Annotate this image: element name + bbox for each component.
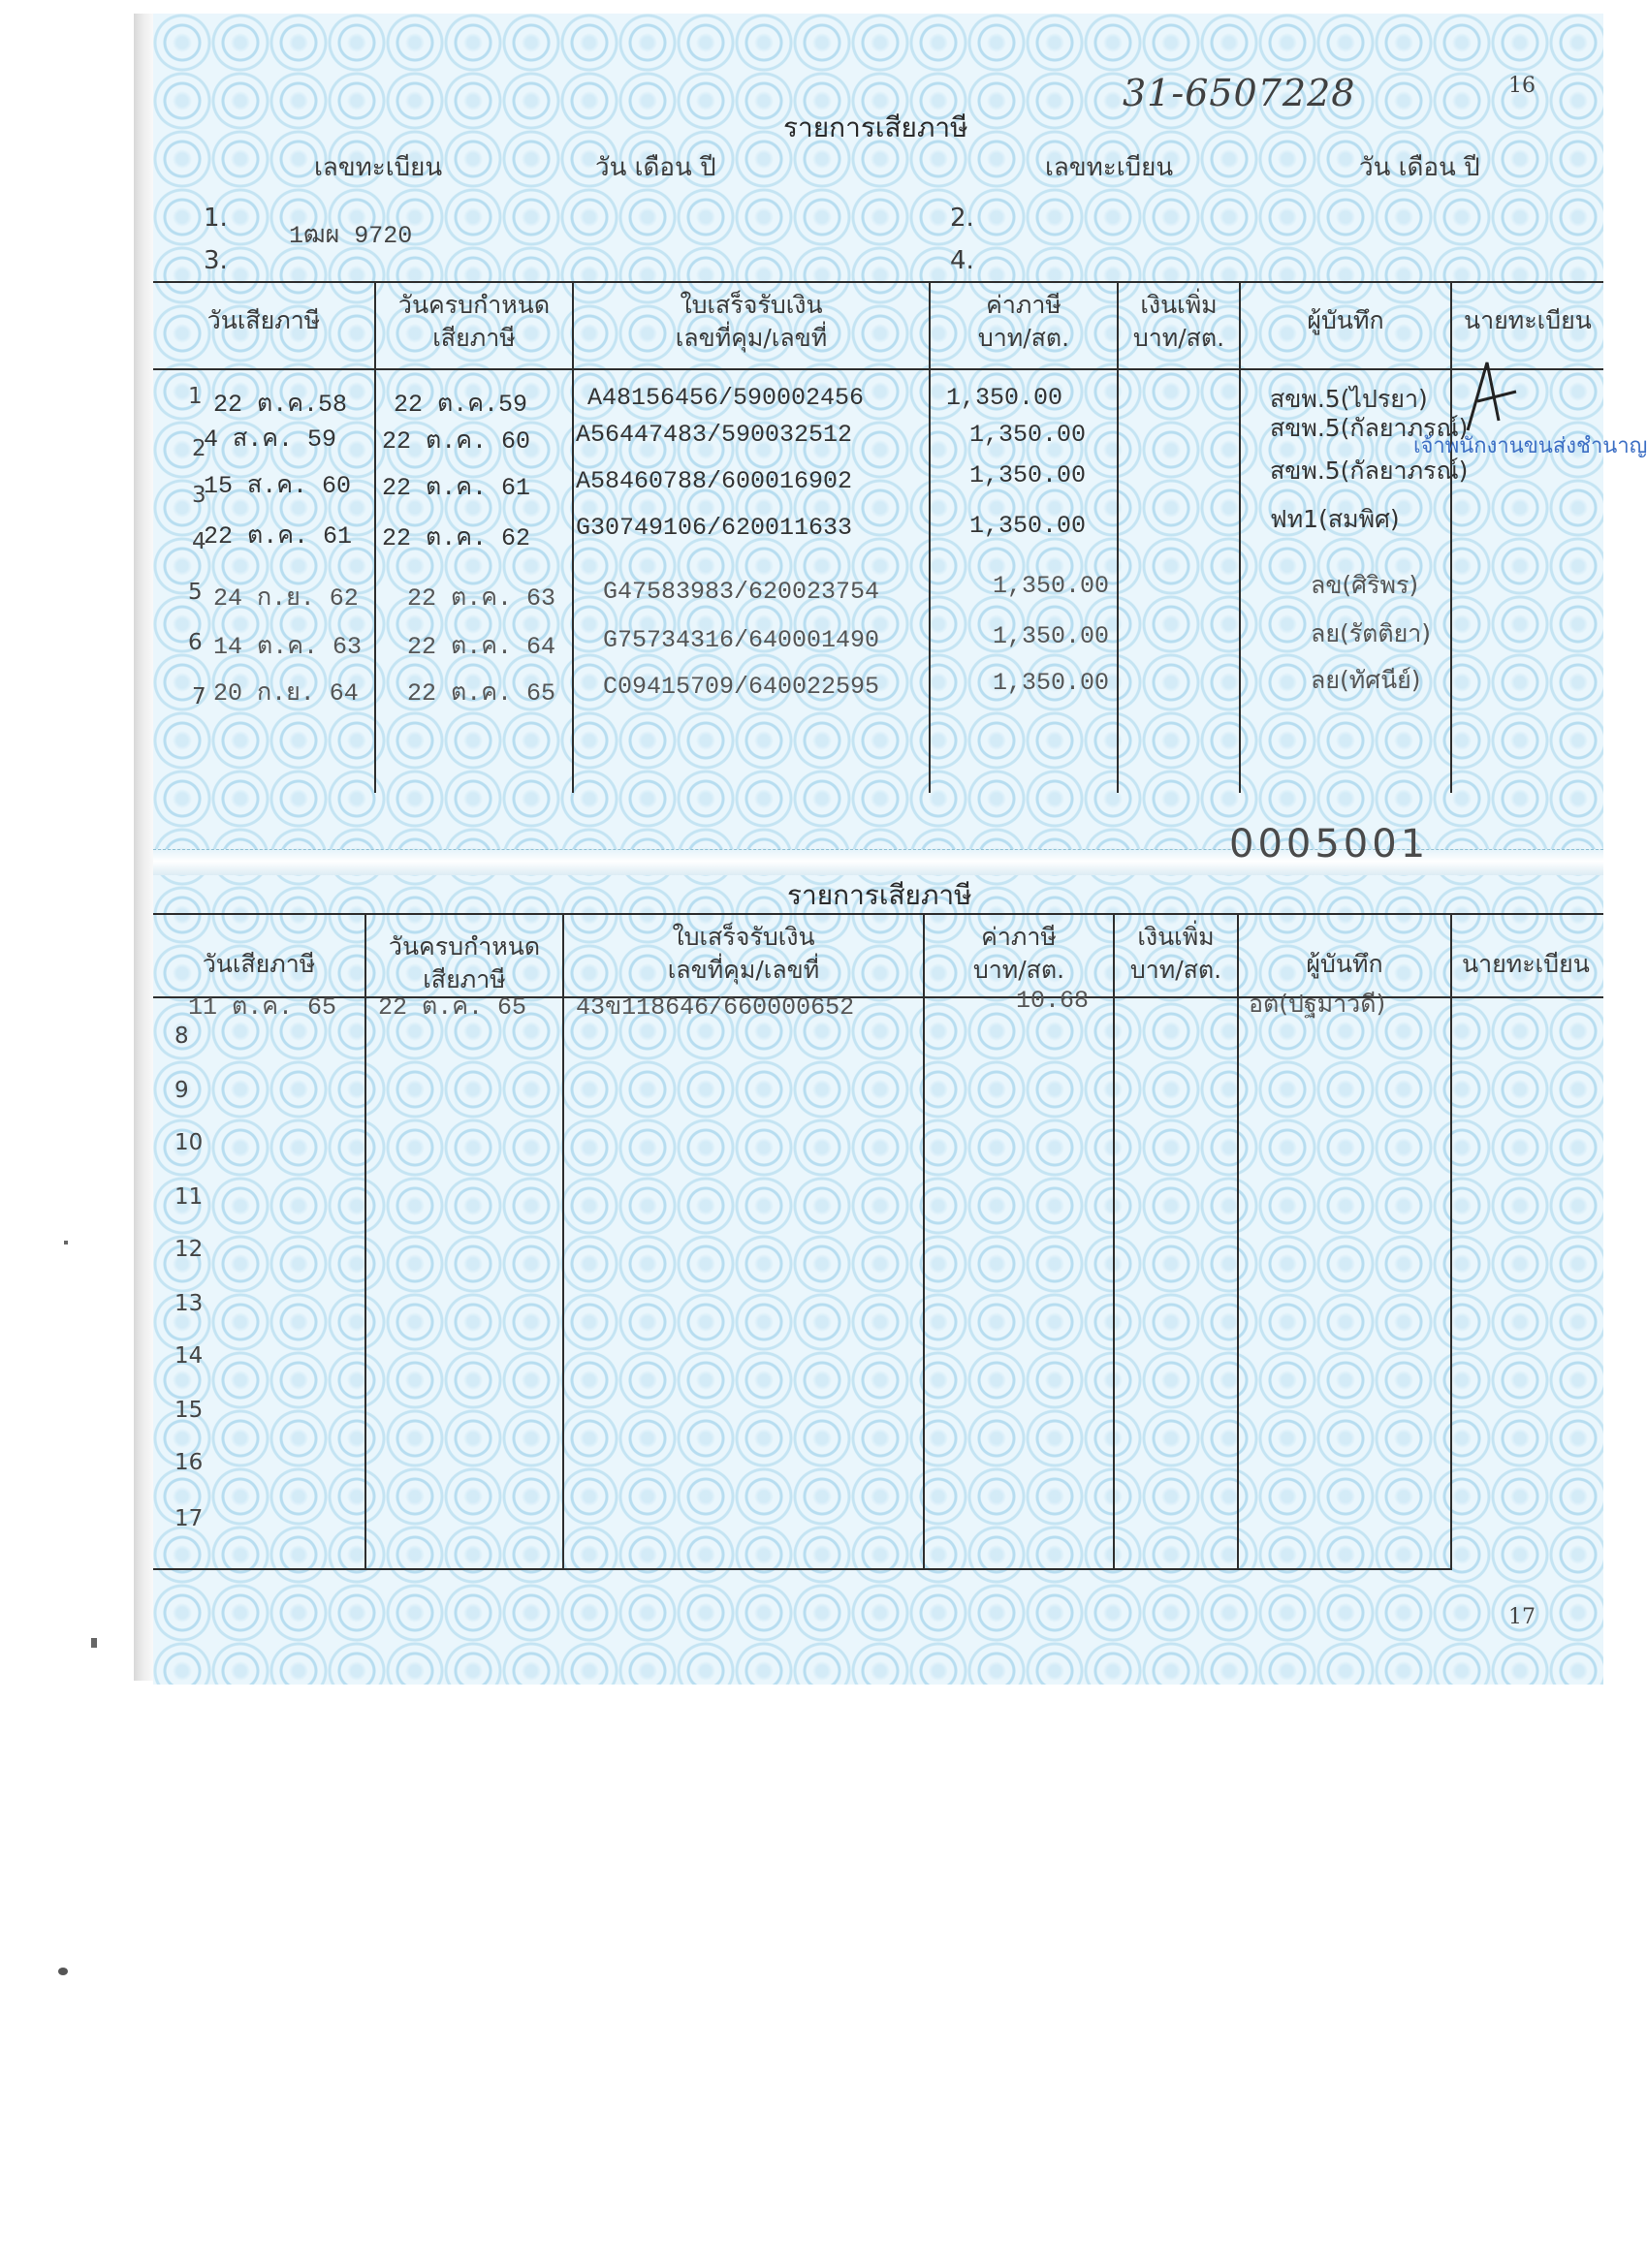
upper-row-paid-date: 24 ก.ย. 62 (213, 584, 359, 613)
lower-header-registrar: นายทะเบียน (1462, 950, 1590, 978)
upper-row-tax: 1,350.00 (946, 384, 1063, 412)
right-date-label: วัน เดือน ปี (1359, 153, 1480, 182)
lower-section-title: รายการเสียภาษี (787, 879, 972, 911)
upper-row-paid-date: 15 ส.ค. 60 (204, 472, 352, 500)
registration-entry-1-number: 1. (204, 204, 228, 233)
lower-header-receipt: ใบเสร็จรับเงิน เลขที่คุม/เลขที่ (667, 923, 820, 984)
upper-row-number: 5 (188, 580, 203, 605)
upper-header-receipt: ใบเสร็จรับเงิน เลขที่คุม/เลขที่ (675, 291, 828, 352)
upper-row-due-date: 22 ต.ค. 60 (382, 427, 530, 456)
upper-row-recorder: ลย(ทัศนีย์) (1311, 666, 1421, 694)
upper-header-tax: ค่าภาษี บาท/สต. (977, 291, 1070, 352)
page-number-bottom: 17 (1508, 1605, 1536, 1629)
lower-header-paid-date: วันเสียภาษี (202, 950, 316, 978)
left-date-label: วัน เดือน ปี (595, 153, 716, 182)
upper-row-tax: 1,350.00 (993, 622, 1110, 650)
upper-row-recorder: ลย(รัตติยา) (1311, 619, 1432, 647)
upper-row-receipt: G75734316/640001490 (603, 626, 880, 654)
lower-row-receipt: 43ข118646/660000652 (576, 993, 855, 1022)
upper-row-receipt: A58460788/600016902 (576, 467, 853, 495)
lower-first-row-clip (153, 987, 1450, 1022)
lower-row-number: 14 (174, 1343, 204, 1369)
upper-header-registrar: นายทะเบียน (1464, 306, 1592, 334)
lower-row-paid-date: 11 ต.ค. 65 (188, 993, 336, 1022)
upper-row-tax: 1,350.00 (969, 421, 1087, 449)
upper-col-divider-3 (929, 281, 931, 793)
upper-row-paid-date: 4 ส.ค. 59 (204, 425, 336, 454)
lower-header-tax: ค่าภาษี บาท/สต. (972, 923, 1065, 984)
page-number-top: 16 (1508, 74, 1536, 98)
upper-row-due-date: 22 ต.ค. 61 (382, 474, 530, 502)
lower-row-number: 13 (174, 1291, 204, 1316)
upper-row-tax: 1,350.00 (993, 572, 1110, 600)
upper-row-paid-date: 22 ต.ค.58 (213, 391, 347, 419)
upper-row-receipt: G30749106/620011633 (576, 514, 853, 542)
upper-row-receipt: G47583983/620023754 (603, 578, 880, 606)
upper-row-recorder: สขพ.5(กัลยาภรณ์) (1270, 457, 1469, 485)
lower-header-surcharge: เงินเพิ่ม บาท/สต. (1129, 923, 1222, 984)
tax-record-page (153, 14, 1647, 1685)
upper-row-receipt: C09415709/640022595 (603, 673, 880, 701)
upper-row-tax: 1,350.00 (969, 461, 1087, 489)
upper-col-divider-4 (1117, 281, 1119, 793)
lower-header-due-date: วันครบกำหนด เสียภาษี (388, 932, 541, 993)
upper-row-number: 1 (188, 384, 203, 409)
upper-header-recorder: ผู้บันทึก (1307, 306, 1384, 334)
lower-row-number: 16 (174, 1450, 204, 1475)
upper-section-title: รายการเสียภาษี (783, 111, 968, 143)
upper-row-paid-date: 14 ต.ค. 63 (213, 633, 362, 661)
upper-row-recorder: ลข(ศิริพร) (1311, 571, 1419, 599)
lower-table-top-border (153, 913, 1603, 915)
upper-col-divider-5 (1239, 281, 1241, 793)
lower-row-number: 8 (174, 1024, 189, 1049)
upper-row-paid-date: 20 ก.ย. 64 (213, 679, 359, 708)
upper-row-recorder: สขพ.5(กัลยาภรณ์) (1270, 414, 1469, 442)
upper-header-paid-date: วันเสียภาษี (206, 306, 321, 334)
upper-row-receipt: A56447483/590032512 (576, 421, 853, 449)
upper-row-number: 4 (192, 529, 206, 554)
registration-entry-2-number: 2. (950, 204, 974, 233)
registration-entry-1-value: 1ฒผ 9720 (289, 222, 413, 250)
handwritten-reference: 31-6507228 (1123, 72, 1356, 114)
upper-header-due-date: วันครบกำหนด เสียภาษี (397, 291, 551, 352)
upper-row-number: 6 (188, 630, 203, 655)
upper-row-recorder: สขพ.5(ไปรยา) (1270, 385, 1428, 413)
scan-speck (91, 1638, 97, 1648)
upper-row-receipt: A48156456/590002456 (587, 384, 865, 412)
upper-row-due-date: 22 ต.ค. 64 (407, 633, 555, 661)
left-registration-label: เลขทะเบียน (314, 153, 443, 182)
registration-entry-4-number: 4. (950, 246, 974, 275)
upper-row-due-date: 22 ต.ค. 63 (407, 584, 555, 613)
upper-row-tax: 1,350.00 (969, 512, 1087, 540)
upper-row-number: 7 (192, 684, 206, 709)
upper-table-header-border (153, 368, 1603, 370)
right-registration-label: เลขทะเบียน (1045, 153, 1174, 182)
lower-row-due-date: 22 ต.ค. 65 (378, 993, 526, 1022)
lower-row-number: 15 (174, 1398, 204, 1423)
upper-table-top-border (153, 281, 1603, 283)
registration-entry-3-number: 3. (204, 246, 228, 275)
registrar-stamp-text: เจ้าพนักงานขนส่งชำนาญ (1413, 434, 1647, 458)
upper-row-number: 3 (192, 483, 206, 508)
lower-row-number: 12 (174, 1237, 204, 1262)
upper-row-tax: 1,350.00 (993, 669, 1110, 697)
lower-header-recorder: ผู้บันทึก (1306, 950, 1383, 978)
lower-partial-number: 0005001 (1229, 822, 1430, 866)
lower-row-recorder: อต(ปฐมาวดี) (1249, 990, 1386, 1018)
lower-col-divider-6 (1450, 913, 1452, 1570)
upper-header-surcharge: เงินเพิ่ม บาท/สต. (1132, 291, 1225, 352)
upper-row-number: 2 (192, 436, 206, 461)
upper-col-divider-1 (374, 281, 376, 793)
upper-row-recorder: ฟท1(สมพิศ) (1270, 505, 1400, 533)
scan-speck (64, 1241, 68, 1244)
lower-row-number: 9 (174, 1078, 189, 1103)
lower-row-number: 10 (174, 1130, 204, 1155)
upper-row-due-date: 22 ต.ค.59 (394, 391, 527, 419)
upper-row-paid-date: 22 ต.ค. 61 (204, 522, 352, 551)
scan-speck (58, 1968, 68, 1975)
upper-col-divider-2 (572, 281, 574, 793)
upper-row-due-date: 22 ต.ค. 62 (382, 524, 530, 552)
upper-row-due-date: 22 ต.ค. 65 (407, 679, 555, 708)
lower-row-number: 17 (174, 1506, 204, 1531)
lower-row-number: 11 (174, 1184, 204, 1210)
lower-table-bottom-border (153, 1568, 1450, 1570)
registrar-signature-mark (1448, 353, 1603, 440)
lower-row-tax: 10.68 (1016, 987, 1090, 1015)
